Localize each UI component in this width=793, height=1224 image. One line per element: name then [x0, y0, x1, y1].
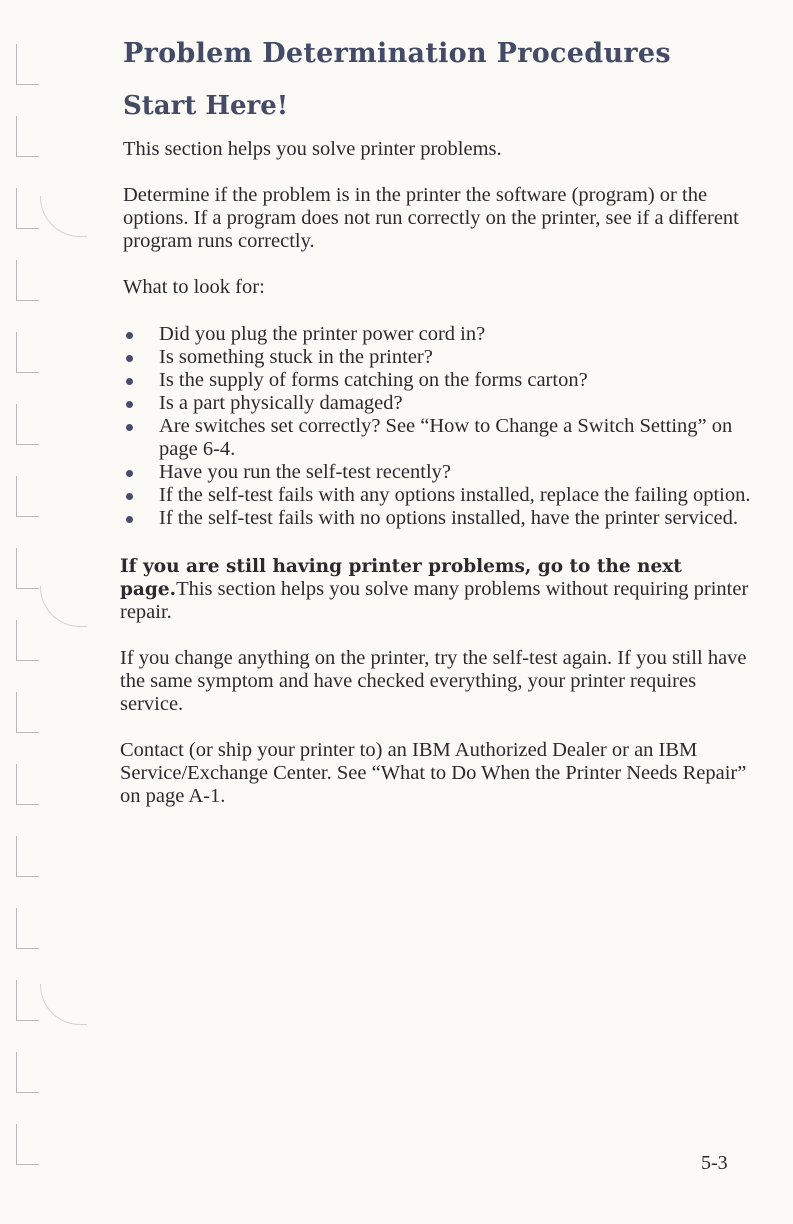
checklist-item	[123, 346, 753, 369]
determine-paragraph: Determine if the problem is in the printer the software (program) or the options. If a program does not run correctly on the printer, see if a different program runs correctly.	[123, 184, 739, 252]
binding-mark	[16, 188, 39, 229]
binding-curl	[40, 586, 87, 627]
checklist-item-text: Is a part physically damaged?	[159, 392, 403, 414]
binding-mark	[16, 404, 39, 445]
binding-mark	[16, 836, 39, 877]
section-heading: Start Here!	[123, 91, 289, 121]
still-having-rest: This section helps you solve many problems without requiring printer repair.	[120, 578, 749, 623]
binding-margin	[0, 0, 60, 1224]
binding-mark	[16, 908, 39, 949]
checklist	[123, 323, 753, 530]
binding-mark	[16, 548, 39, 589]
look-for-label: What to look for:	[123, 276, 265, 298]
binding-mark	[16, 620, 39, 661]
bullet-icon	[126, 401, 133, 408]
bullet-icon	[126, 378, 133, 385]
still-having-paragraph	[120, 555, 753, 624]
still-having-bold: If you are still having printer problems, go to the next page.	[120, 556, 682, 600]
checklist-item-text: If the self-test fails with any options installed, replace the failing option.	[159, 484, 751, 506]
binding-mark	[16, 1052, 39, 1093]
binding-mark	[16, 260, 39, 301]
checklist-item	[123, 507, 753, 530]
checklist-item	[123, 323, 753, 346]
binding-mark	[16, 692, 39, 733]
bullet-icon	[126, 516, 133, 523]
checklist-item-text: Have you run the self-test recently?	[159, 461, 452, 483]
binding-mark	[16, 1124, 39, 1165]
checklist-item-text: Is the supply of forms catching on the forms carton?	[159, 369, 588, 391]
binding-mark	[16, 980, 39, 1021]
checklist-item	[123, 461, 753, 484]
page-title: Problem Determination Procedures	[123, 38, 671, 69]
page-content	[120, 32, 753, 808]
checklist-item	[123, 484, 753, 507]
change-paragraph: If you change anything on the printer, try the self-test again. If you still have the same symptom and have checked everything, your printer requires service.	[120, 647, 747, 715]
binding-curl	[40, 196, 87, 237]
checklist-item-text: Is something stuck in the printer?	[159, 346, 433, 368]
bullet-icon	[126, 332, 133, 339]
page-number: 5-3	[701, 1152, 728, 1174]
checklist-item-text: If the self-test fails with no options installed, have the printer serviced.	[159, 507, 738, 529]
bullet-icon	[126, 355, 133, 362]
binding-mark	[16, 116, 39, 157]
bullet-icon	[126, 470, 133, 477]
contact-paragraph: Contact (or ship your printer to) an IBM Authorized Dealer or an IBM Service/Exchange Center. See “What to Do When the Printer Needs Repair” on page A-1.	[120, 739, 747, 807]
binding-mark	[16, 476, 39, 517]
checklist-item	[123, 415, 753, 461]
bullet-icon	[126, 493, 133, 500]
binding-curl	[40, 984, 87, 1025]
checklist-item	[123, 369, 753, 392]
binding-mark	[16, 44, 39, 85]
binding-mark	[16, 332, 39, 373]
checklist-item-text: Are switches set correctly? See “How to Change a Switch Setting” on page 6-4.	[159, 415, 733, 460]
checklist-item-text: Did you plug the printer power cord in?	[159, 323, 486, 345]
intro-paragraph: This section helps you solve printer problems.	[123, 138, 502, 160]
bullet-icon	[126, 424, 133, 431]
binding-mark	[16, 764, 39, 805]
checklist-item	[123, 392, 753, 415]
